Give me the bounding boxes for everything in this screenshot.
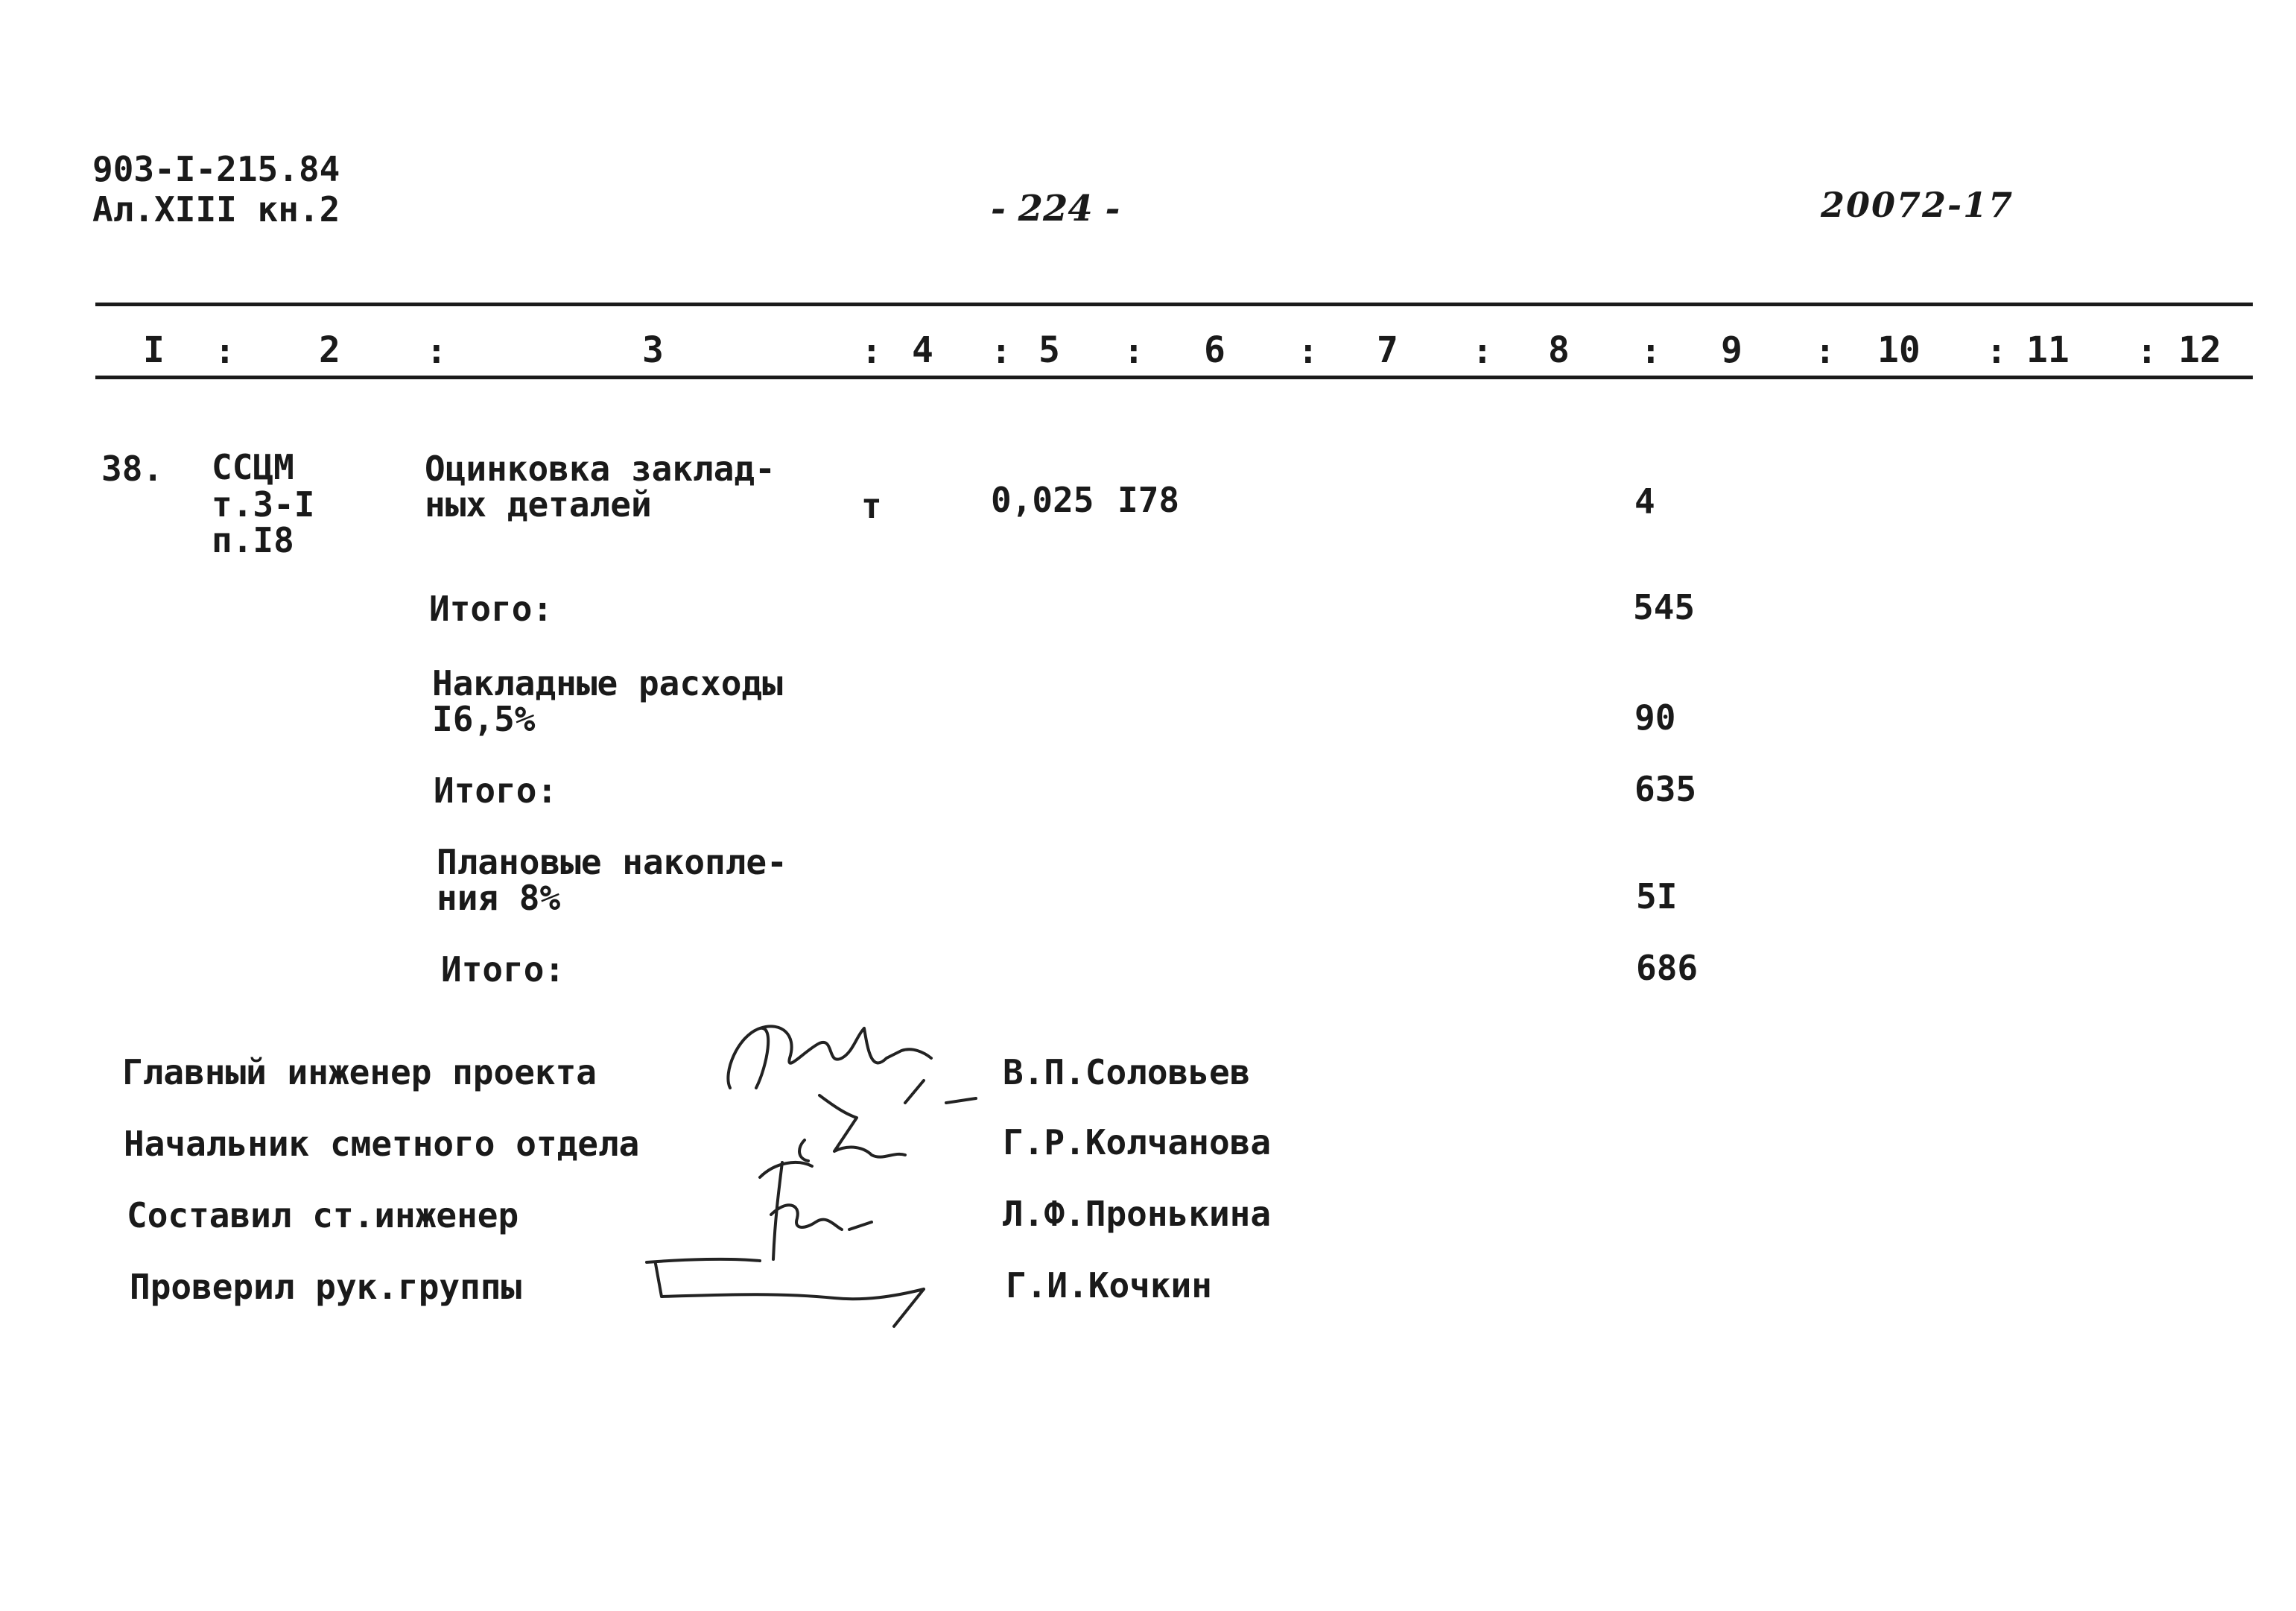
planned-savings-label-line-1: Плановые накопле- xyxy=(437,842,787,882)
unit-of-measure: т xyxy=(861,486,882,526)
signatory-role: Составил ст.инженер xyxy=(127,1195,519,1235)
column-separator: : xyxy=(991,331,1012,371)
basis-line-3: п.I8 xyxy=(212,520,294,560)
column-header-9: 9 xyxy=(1721,329,1742,371)
unit-price: I78 xyxy=(1117,480,1180,520)
column-header-10: 10 xyxy=(1877,329,1921,371)
column-header-3: 3 xyxy=(642,329,664,371)
page-number: - 224 - xyxy=(991,188,1120,230)
column-separator: : xyxy=(861,331,882,371)
subtotal-label: Итого: xyxy=(429,589,554,629)
planned-savings-label-line-2: ния 8% xyxy=(437,878,561,918)
signatory-name: Г.И.Кочкин xyxy=(1006,1265,1212,1305)
signatory-role: Начальник сметного отдела xyxy=(124,1124,640,1164)
column-separator: : xyxy=(1472,331,1493,371)
column-separator: : xyxy=(1815,331,1836,371)
column-header-6: 6 xyxy=(1204,329,1225,371)
document-registration-number: 20072-17 xyxy=(1821,185,2014,225)
column-header-4: 4 xyxy=(912,329,933,371)
overhead-value: 90 xyxy=(1634,697,1676,738)
signatory-name: Г.Р.Колчанова xyxy=(1003,1122,1272,1162)
item-description-line-2: ных деталей xyxy=(425,484,652,525)
column-header-8: 8 xyxy=(1548,329,1570,371)
column-header-1: I xyxy=(143,329,165,371)
table-top-rule xyxy=(95,303,2253,306)
grand-total-value: 686 xyxy=(1636,948,1699,988)
basis-line-1: ССЦМ xyxy=(212,447,294,487)
column-separator: : xyxy=(215,331,235,371)
album-book-reference: Ал.XIII кн.2 xyxy=(92,189,340,230)
quantity: 0,025 xyxy=(991,480,1094,520)
overhead-label-line-1: Накладные расходы xyxy=(432,663,783,703)
signatory-role: Главный инженер проекта xyxy=(122,1052,597,1092)
column-header-11: 11 xyxy=(2026,329,2070,371)
table-header-bottom-rule xyxy=(95,376,2253,379)
column-header-7: 7 xyxy=(1377,329,1398,371)
basis-line-2: т.3-I xyxy=(212,484,315,525)
handwritten-signature xyxy=(641,1252,968,1334)
column-header-12: 12 xyxy=(2178,329,2222,371)
overhead-label-line-2: I6,5% xyxy=(432,699,536,739)
column-separator: : xyxy=(1298,331,1319,371)
subtotal-value: 545 xyxy=(1633,587,1696,627)
row-number: 38. xyxy=(101,449,164,489)
signatory-name: В.П.Соловьев xyxy=(1003,1052,1251,1092)
planned-savings-value: 5I xyxy=(1636,876,1678,917)
column-header-2: 2 xyxy=(319,329,340,371)
signatory-role: Проверил рук.группы xyxy=(130,1267,522,1307)
column-separator: : xyxy=(1986,331,2007,371)
cost-total: 4 xyxy=(1634,481,1655,522)
signatory-name: Л.Ф.Пронькина xyxy=(1003,1194,1272,1234)
column-separator: : xyxy=(1640,331,1661,371)
column-separator: : xyxy=(1123,331,1144,371)
document-code: 903-I-215.84 xyxy=(92,149,340,189)
column-header-5: 5 xyxy=(1038,329,1060,371)
column-separator: : xyxy=(2137,331,2157,371)
subtotal-value: 635 xyxy=(1634,769,1697,809)
item-description-line-1: Оцинковка заклад- xyxy=(425,449,776,489)
grand-total-label: Итого: xyxy=(441,949,565,990)
column-separator: : xyxy=(426,331,447,371)
subtotal-label: Итого: xyxy=(434,770,558,811)
